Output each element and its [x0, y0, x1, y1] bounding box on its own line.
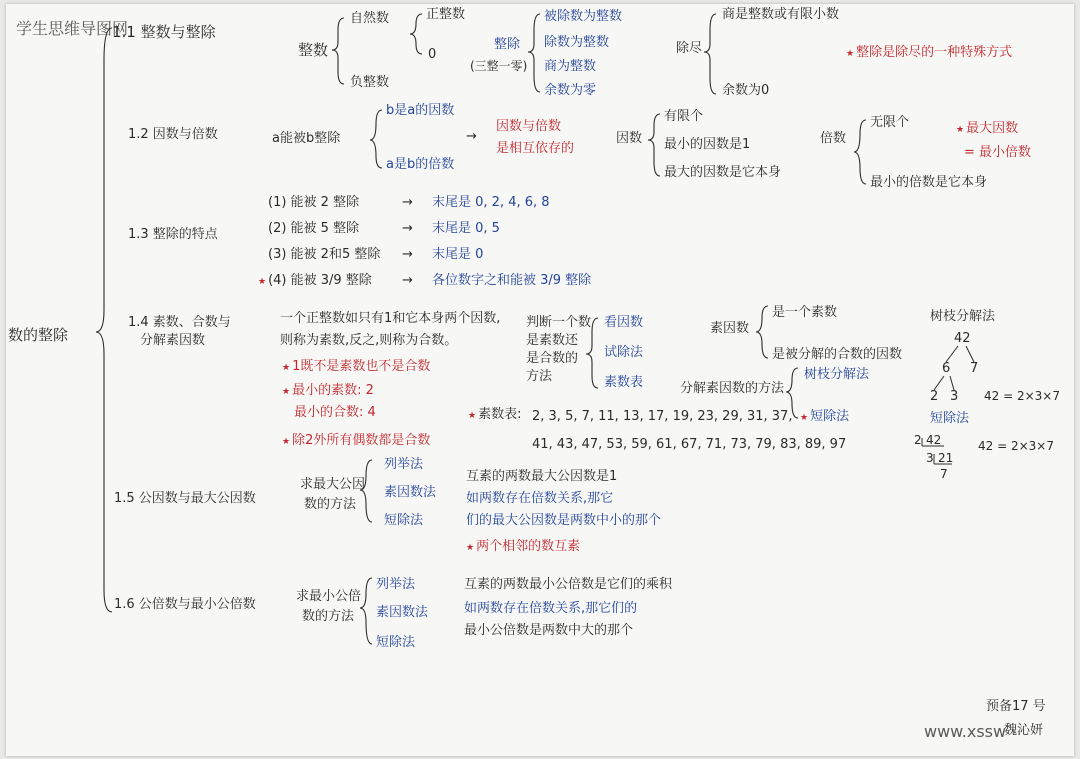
s16-ask2: 数的方法	[302, 609, 355, 624]
s13-title: 1.3 整除的特点	[128, 227, 218, 242]
s13-arrow: →	[402, 195, 413, 210]
s12-m1: 无限个	[870, 115, 910, 130]
star-icon: ★	[282, 387, 291, 397]
star-icon: ★	[258, 277, 267, 287]
s14-method: 分解素因数的方法	[680, 381, 785, 396]
s15-ask2: 数的方法	[304, 497, 357, 512]
s13-result: 末尾是 0	[432, 247, 484, 262]
s11-note: ★ 整除是除尽的一种特殊方式	[846, 45, 1013, 60]
s14-pf1: 是一个素数	[772, 305, 838, 320]
s13-rule: ★ (4) 能被 3/9 整除	[258, 273, 372, 288]
s14-title2: 分解素因数	[140, 333, 206, 348]
s14-n3: 最小的合数: 4	[294, 405, 376, 420]
s14-t6: 6	[942, 361, 951, 376]
s14-primes2: 41, 43, 47, 53, 59, 61, 67, 71, 73, 79, 83, 89, 97	[532, 437, 847, 452]
star-icon: ★	[466, 543, 475, 553]
s11-three: (三整一零)	[470, 59, 528, 73]
s12-f2: a是b的倍数	[386, 157, 455, 172]
s11-c2: 余数为0	[722, 83, 770, 98]
s14-teq: 42 = 2×3×7	[984, 389, 1060, 403]
sign-class: 预备17 号	[986, 699, 1046, 714]
s12-eq2: = 最小倍数	[964, 145, 1032, 160]
star-icon: ★	[956, 125, 965, 135]
s14-sd-2: 2	[914, 433, 922, 447]
s15-l4: ★ 两个相邻的数互素	[466, 539, 581, 554]
s14-j3: 素数表	[604, 375, 644, 390]
s16-l1: 互素的两数最小公倍数是它们的乘积	[464, 577, 673, 592]
s11-integer: 整数	[298, 41, 329, 59]
s14-sd-21: 21	[938, 451, 954, 465]
s14-judge3: 是合数的	[526, 351, 579, 366]
s14-j1: 看因数	[604, 315, 644, 330]
s12-multiple: 倍数	[820, 131, 847, 146]
s14-judge2: 是素数还	[526, 333, 579, 348]
star-icon: ★	[800, 413, 809, 423]
s14-primes1: 2, 3, 5, 7, 11, 13, 17, 19, 23, 29, 31, 37,	[532, 409, 793, 424]
s11-negative: 负整数	[350, 75, 390, 90]
s14-pf2: 是被分解的合数的因数	[772, 347, 903, 362]
s12-f1: b是a的因数	[386, 103, 455, 118]
s14-t2: 2	[930, 389, 939, 404]
s12-mutual2: 是相互依存的	[496, 141, 575, 156]
s15-m3: 短除法	[384, 513, 424, 528]
s12-fa3: 最大的因数是它本身	[664, 165, 782, 180]
s14-tree-title: 树枝分解法	[930, 309, 996, 324]
s16-ask1: 求最小公倍	[296, 589, 362, 604]
s16-m3: 短除法	[376, 635, 416, 650]
star-icon: ★	[846, 49, 855, 59]
s15-ask1: 求最大公因	[300, 477, 366, 492]
s16-l2: 如两数存在倍数关系,那它们的	[464, 601, 638, 616]
s14-judge1: 判断一个数	[526, 315, 592, 330]
s14-n4: ★ 除2外所有偶数都是合数	[282, 433, 431, 448]
s15-m2: 素因数法	[384, 485, 437, 500]
s15-title: 1.5 公因数与最大公因数	[114, 491, 256, 506]
s12-fa1: 有限个	[664, 109, 704, 124]
s13-rule: (2) 能被 5 整除	[268, 221, 360, 236]
s11-d2: 除数为整数	[544, 35, 610, 50]
s15-l1: 互素的两数最大公因数是1	[466, 469, 618, 484]
s14-short-title: 短除法	[930, 411, 970, 426]
s14-title1: 1.4 素数、合数与	[128, 315, 231, 330]
s12-title: 1.2 因数与倍数	[128, 127, 218, 142]
s16-l3: 最小公倍数是两数中大的那个	[464, 623, 634, 638]
s14-def2: 则称为素数,反之,则称为合数。	[280, 333, 458, 348]
s15-l2: 如两数存在倍数关系,那它	[466, 491, 614, 506]
s11-d1: 被除数为整数	[544, 9, 623, 24]
s16-m1: 列举法	[376, 577, 416, 592]
s13-rule: (3) 能被 2和5 整除	[268, 247, 381, 262]
s14-j2: 试除法	[604, 345, 644, 360]
s12-m2: 最小的倍数是它本身	[870, 175, 988, 190]
s11-positive: 正整数	[426, 7, 466, 22]
s11-d4: 余数为零	[544, 83, 597, 98]
s13-arrow: →	[402, 273, 413, 288]
star-icon: ★	[282, 437, 291, 447]
s12-eq1: ★ 最大因数	[956, 121, 1019, 136]
s12-mutual1: 因数与倍数	[496, 119, 562, 134]
s12-fa2: 最小的因数是1	[664, 137, 751, 152]
s13-rule: (1) 能被 2 整除	[268, 195, 360, 210]
s11-natural: 自然数	[350, 11, 390, 26]
s14-sdeq: 42 = 2×3×7	[978, 439, 1054, 453]
s13-result: 末尾是 0, 5	[432, 221, 500, 236]
s14-sd-42: 42	[926, 433, 942, 447]
s11-zero: 0	[428, 47, 437, 62]
s12-arrow: →	[466, 129, 477, 144]
sign-name: 魏沁妍	[1004, 723, 1044, 738]
s16-title: 1.6 公倍数与最小公倍数	[114, 597, 256, 612]
s12-ab: a能被b整除	[272, 131, 341, 146]
s13-result: 末尾是 0, 2, 4, 6, 8	[432, 195, 550, 210]
s14-judge4: 方法	[526, 369, 553, 384]
s11-divisible: 整除	[494, 37, 521, 52]
s15-m1: 列举法	[384, 457, 424, 472]
s13-arrow: →	[402, 247, 413, 262]
s14-sd-7: 7	[940, 467, 948, 481]
watermark-top: 学生思维导图网	[16, 19, 129, 38]
s14-t7: 7	[970, 361, 979, 376]
s14-def1: 一个正整数如只有1和它本身两个因数,	[280, 311, 501, 326]
s14-t42: 42	[954, 331, 971, 346]
s16-m2: 素因数法	[376, 605, 429, 620]
s13-result: 各位数字之和能被 3/9 整除	[432, 273, 592, 288]
star-icon: ★	[468, 411, 477, 421]
s13-arrow: →	[402, 221, 413, 236]
s14-pf: 素因数	[710, 321, 750, 336]
s12-factor: 因数	[616, 131, 643, 146]
s14-me1: 树枝分解法	[804, 367, 870, 382]
s11-divide: 除尽	[676, 41, 703, 56]
star-icon: ★	[282, 363, 291, 373]
root-node: 数的整除	[8, 326, 69, 344]
s11-d3: 商为整数	[544, 59, 597, 74]
watermark-bottom: www.xssw	[924, 722, 1007, 741]
s14-sd-3: 3	[926, 451, 934, 465]
s11-c1: 商是整数或有限小数	[722, 7, 840, 22]
s14-primelabel: ★ 素数表:	[468, 407, 522, 422]
s14-n1: ★ 1既不是素数也不是合数	[282, 359, 431, 374]
s11-title: 1.1 整数与整除	[112, 23, 216, 41]
s15-l3: 们的最大公因数是两数中小的那个	[466, 513, 662, 528]
s14-t3: 3	[950, 389, 959, 404]
s14-me2: ★ 短除法	[800, 409, 850, 424]
s14-n2: ★ 最小的素数: 2	[282, 383, 374, 398]
